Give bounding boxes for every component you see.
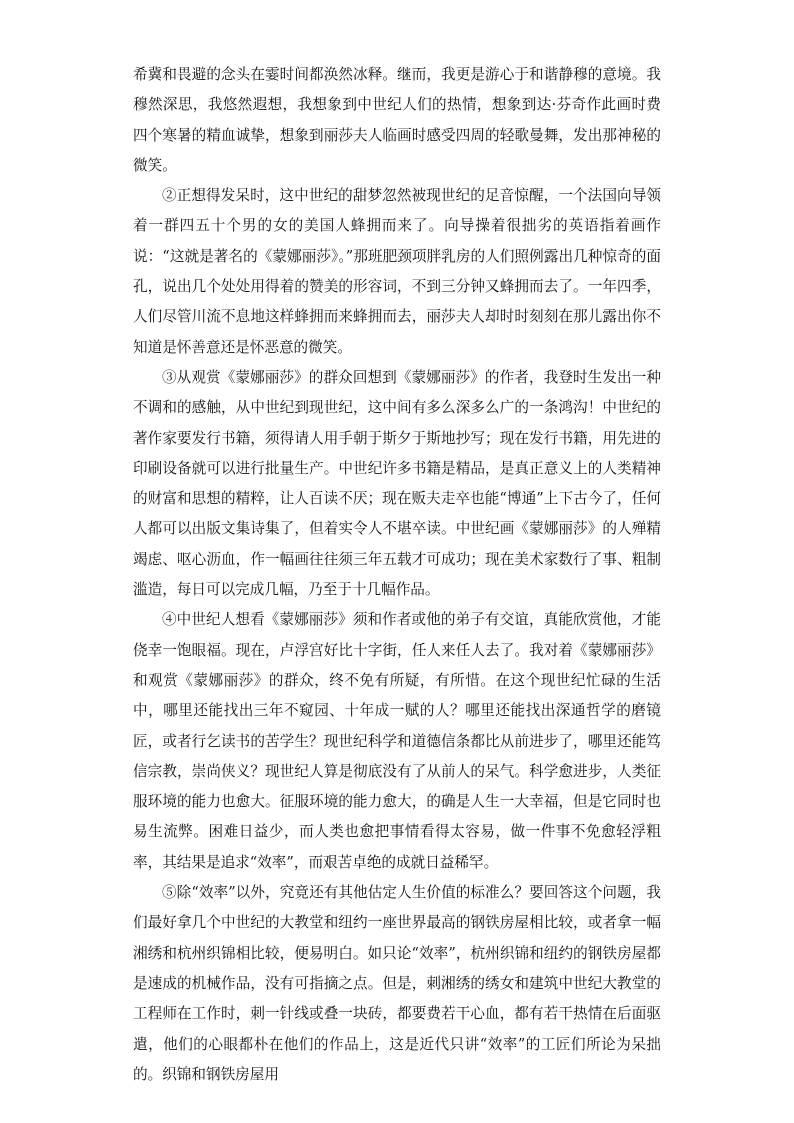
paragraph-4: ④中世纪人想看《蒙娜丽莎》须和作者或他的弟子有交谊，真能欣赏他，才能侥幸一饱眼福。现在，卢浮宫好比十字街，任人来任人去了。我对着《蒙娜丽莎》和观赏《蒙娜丽莎》的群众，终不免有所疑，有所惜。在这个现世纪忙碌的生活中，哪里还能找出三年不窥园、十年成一赋的人？哪里还能找出深通哲学的磨镜匠，或者行乞读书的苦学生？现世纪科学和道德信条都比从前进步了，哪里还能笃信宗教，崇尚侠义？现世纪人算是彻底没有了从前人的呆气。科学愈进步，人类征服环境的能力也愈大。征服环境的能力愈大，的确是人生一大幸福，但是它同时也易生流弊。困难日益少，而人类也愈把事情看得太容易，做一件事不免愈轻浮粗率，其结果是追求“效率”，而艰苦卓绝的成就日益稀罕。 [133,611,661,871]
paragraph-5: ⑤除“效率”以外，究竟还有其他估定人生价值的标准么？要回答这个问题，我们最好拿几个中世纪的大教堂和纽约一座世界最高的钢铁房屋相比较，或者拿一幅湘绣和杭州织锦相比较，便易明白。如只论“效率”，杭州织锦和纽约的钢铁房屋都是速成的机械作品，没有可指摘之点。但是，刺湘绣的绣女和建筑中世纪大教堂的工程师在工作时，刺一针线或叠一块砖，都要费若干心血，都有若干热情在后面驱遣，他们的心眼都朴在他们的作品上，这是近代只讲“效率”的工匠们所论为呆拙的。织锦和钢铁房屋用 [133,884,661,1083]
paragraph-continued: 希冀和畏避的念头在霎时间都涣然冰释。继而，我更是游心于和谐静穆的意境。我穆然深思，我悠然遐想，我想象到中世纪人们的热情，想象到达·芬奇作此画时费四个寒暑的精血诚挚，想象到丽莎夫人临画时感受四周的轻歌曼舞，发出那神秘的微笑。 [133,66,661,174]
paragraph-3: ③从观赏《蒙娜丽莎》的群众回想到《蒙娜丽莎》的作者，我登时生发出一种不调和的感触，从中世纪到现世纪，这中间有多么深多么广的一条鸿沟！中世纪的著作家要发行书籍，须得请人用手朝于斯夕于斯地抄写；现在发行书籍，用先进的印刷设备就可以进行批量生产。中世纪许多书籍是精品，是真正意义上的人类精神的财富和思想的精粹，让人百读不厌；现在贩夫走卒也能“博通”上下古今了，任何人都可以出版文集诗集了，但着实令人不堪卒读。中世纪画《蒙娜丽莎》的人殚精竭虑、呕心沥血，作一幅画往往须三年五载才可成功；现在美术家数行了事、粗制滥造，每日可以完成几幅，乃至于十几幅作品。 [133,368,661,599]
document-page [133,60,661,1090]
paragraph-2: ②正想得发呆时，这中世纪的甜梦忽然被现世纪的足音惊醒，一个法国向导领着一群四五十个男的女的美国人蜂拥而来了。向导操着很拙劣的英语指着画作说：“这就是著名的《蒙娜丽莎》。”那班肥颈项胖乳房的人们照例露出几种惊奇的面孔，说出几个处处用得着的赞美的形容词，不到三分钟又蜂拥而去了。一年四季，人们尽管川流不息地这样蜂拥而来蜂拥而去，丽莎夫人却时时刻刻在那儿露出你不知道是怀善意还是怀恶意的微笑。 [133,187,661,356]
